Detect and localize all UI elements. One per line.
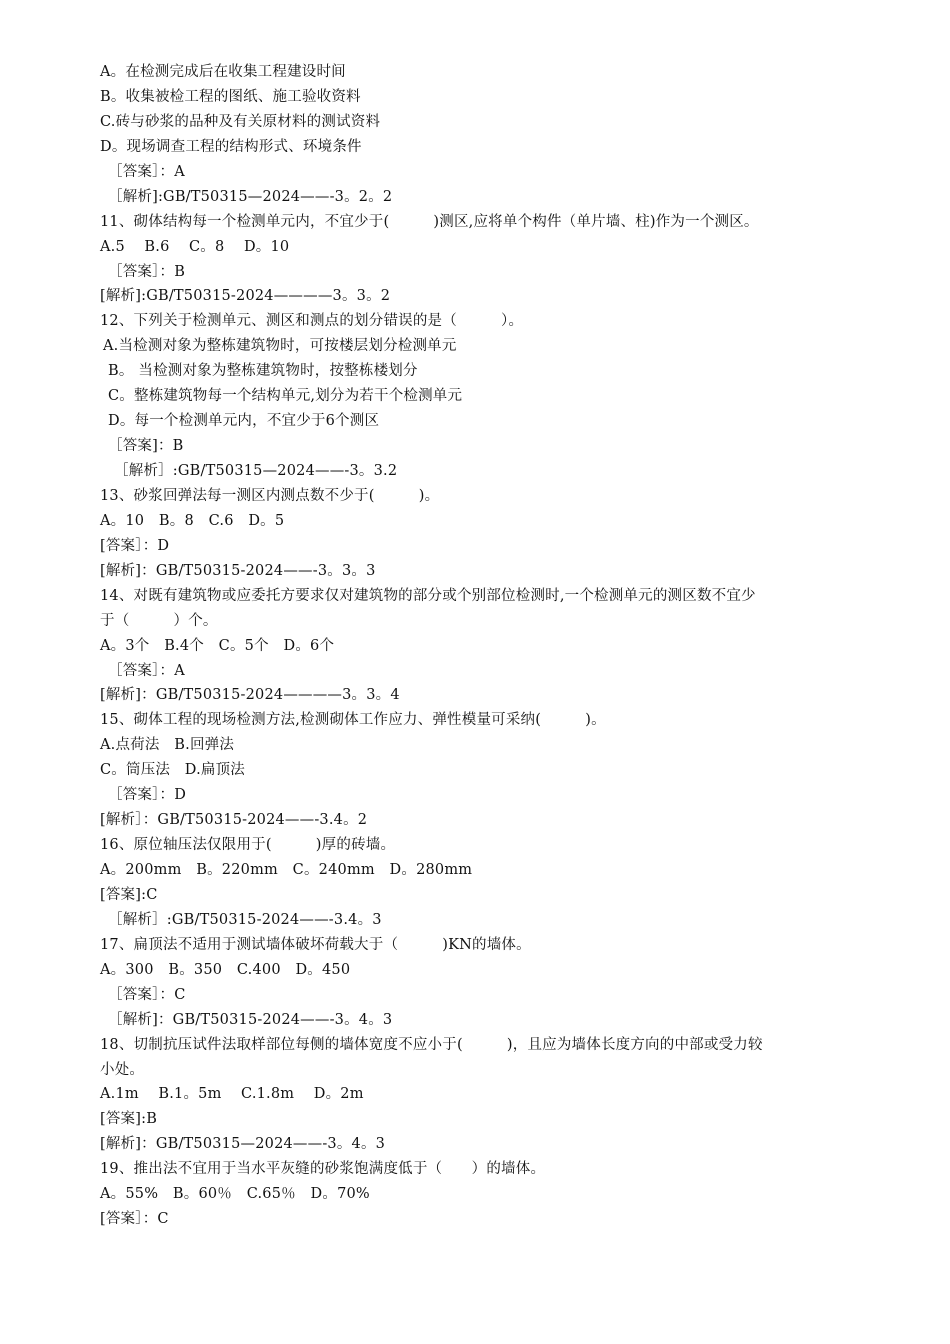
question-14-continued: 于（ ）个。 [100, 612, 218, 629]
analysis: ［解析］:GB/T50315-2024——-3.4。3 [108, 911, 382, 928]
analysis: ［解析］:GB/T50315—2024——-3。3.2 [114, 463, 398, 479]
answer: ［答案]：B [108, 438, 184, 455]
option-c: C.砖与砂浆的品种及有关原材料的测试资料 [100, 113, 381, 130]
question-11-options: A.5 B.6 C。8 D。10 [100, 238, 290, 255]
question-18-continued: 小处。 [100, 1061, 145, 1078]
question-18-options: A.1m B.1。5m C.1.8m D。2m [100, 1086, 364, 1103]
question-15: 15、砌体工程的现场检测方法,检测砌体工作应力、弹性模量可采纳( )。 [100, 712, 606, 729]
question-13: 13、砂浆回弹法每一测区内测点数不少于( )。 [100, 487, 440, 504]
answer: [答案］：C [100, 1211, 169, 1228]
question-17: 17、扁顶法不适用于测试墙体破坏荷载大于（ )KN的墙体。 [100, 936, 531, 953]
option-d: D。现场调查工程的结构形式、环境条件 [100, 138, 362, 155]
analysis: ［解析]:GB/T50315—2024——-3。2。2 [108, 188, 393, 205]
question-12: 12、下列关于检测单元、测区和测点的划分错误的是（ ）。 [100, 313, 524, 330]
question-11: 11、砌体结构每一个检测单元内，不宜少于( )测区,应将单个构件（单片墙、柱)作为一个测区。 [100, 213, 759, 230]
question-17-options: A。300 B。350 C.400 D。450 [100, 961, 351, 978]
analysis: [解析]：GB/T50315-2024——-3。3。3 [100, 562, 376, 579]
answer: [答案]:C [100, 886, 158, 903]
analysis: [解析]:GB/T50315-2024————3。3。2 [100, 288, 391, 305]
question-12-option-a: A.当检测对象为整栋建筑物时，可按楼层划分检测单元 [103, 338, 457, 355]
answer: ［答案］：B [108, 263, 186, 280]
document-body [100, 60, 860, 1232]
answer: ［答案］：D [108, 787, 187, 804]
analysis: ［解析]：GB/T50315-2024——-3。4。3 [108, 1011, 393, 1028]
question-16: 16、原位轴压法仅限用于( )厚的砖墙。 [100, 837, 396, 854]
answer: [答案]:B [100, 1111, 158, 1128]
answer: ［答案］：A [108, 163, 185, 180]
question-15-options-cd: C。筒压法 D.扁顶法 [100, 762, 246, 779]
answer: ［答案］：C [108, 986, 186, 1003]
question-12-option-b: B。 当检测对象为整栋建筑物时，按整栋楼划分 [108, 363, 418, 380]
question-16-options: A。200mm B。220mm C。240mm D。280mm [100, 862, 473, 878]
question-14: 14、对既有建筑物或应委托方要求仅对建筑物的部分或个别部位检测时,一个检测单元的测区数不宜少 [100, 587, 756, 604]
question-19-options: A。55% B。60％ C.65％ D。70% [100, 1186, 370, 1203]
question-12-option-c: C。整栋建筑物每一个结构单元,划分为若干个检测单元 [108, 388, 463, 405]
option-b: B。收集被检工程的图纸、施工验收资料 [100, 88, 361, 105]
question-13-options: A。10 B。8 C.6 D。5 [100, 512, 285, 529]
option-a: A。在检测完成后在收集工程建设时间 [100, 64, 346, 80]
question-19: 19、推出法不宜用于当水平灰缝的砂浆饱满度低于（ ）的墙体。 [100, 1161, 546, 1178]
question-14-options: A。3个 B.4个 C。5个 D。6个 [100, 637, 335, 654]
analysis: [解析］：GB/T50315-2024——-3.4。2 [100, 812, 368, 829]
analysis: [解析]：GB/T50315-2024————3。3。4 [100, 687, 400, 704]
answer: ［答案］：A [108, 662, 185, 679]
question-18: 18、切制抗压试件法取样部位每侧的墙体宽度不应小于( )，且应为墙体长度方向的中部或受力较 [100, 1036, 763, 1053]
question-15-options-ab: A.点荷法 B.回弹法 [100, 737, 235, 754]
question-12-option-d: D。每一个检测单元内，不宜少于6个测区 [108, 413, 380, 430]
analysis: [解析]：GB/T50315—2024——-3。4。3 [100, 1136, 386, 1153]
answer: [答案］：D [100, 537, 170, 554]
